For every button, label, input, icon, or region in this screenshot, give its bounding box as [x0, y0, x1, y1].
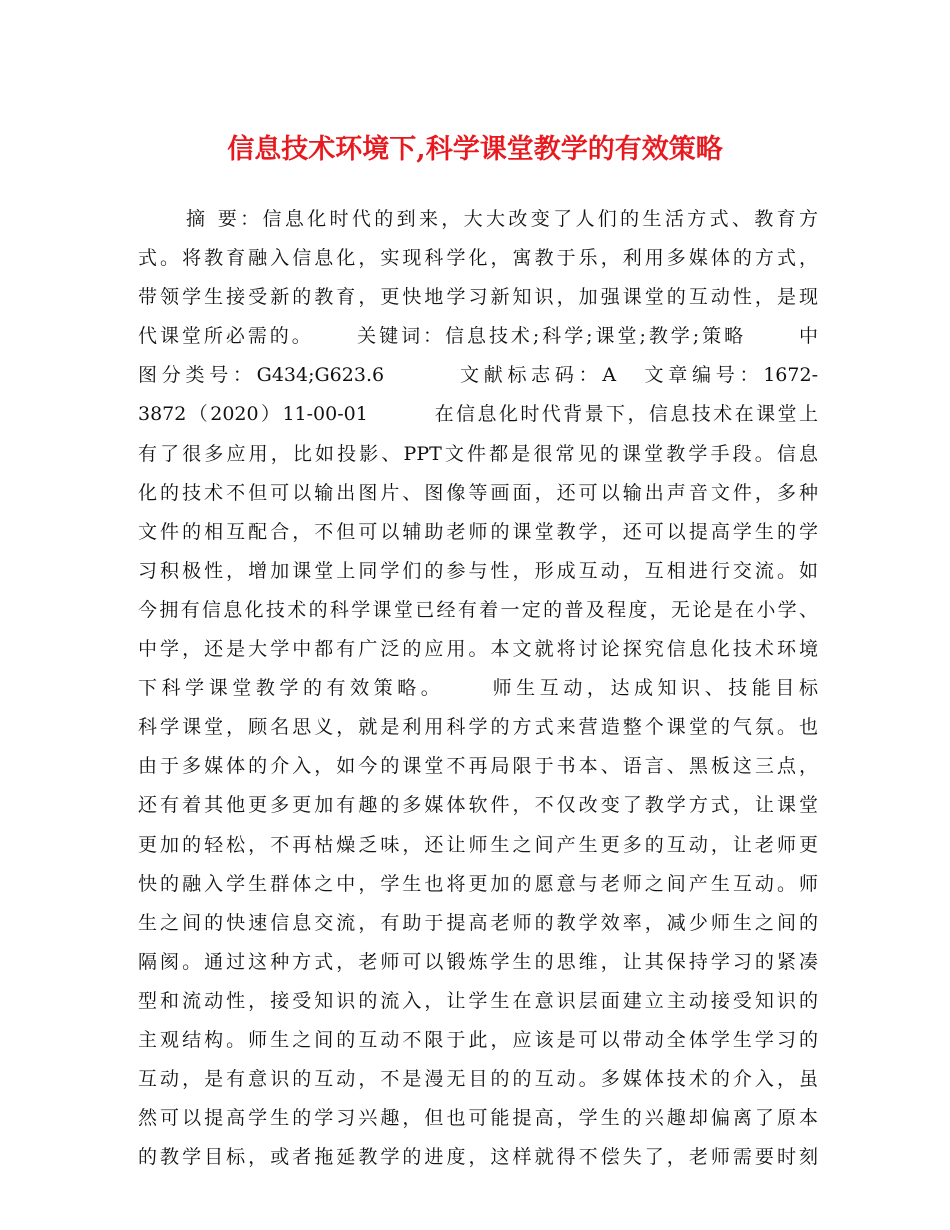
body-line: 习积极性，增加课堂上同学们的参与性，形成互动，互相进行交流。如 — [138, 559, 818, 582]
body-line: 然可以提高学生的学习兴趣，但也可能提高，学生的兴趣却偏离了原本 — [138, 1107, 818, 1130]
body-line: 下科学课堂教学的有效策略。 师生互动，达成知识、技能目标 — [138, 677, 818, 700]
body-line: 带领学生接受新的教育，更快地学习新知识，加强课堂的互动性，是现 — [138, 286, 818, 309]
body-line: 快的融入学生群体之中，学生也将更加的愿意与老师之间产生互动。师 — [138, 872, 818, 895]
document-body — [138, 200, 818, 1177]
body-line: 图分类号：G434;G623.6 文献标志码：A 文章编号：1672- — [138, 364, 818, 387]
body-line: 由于多媒体的介入，如今的课堂不再局限于书本、语言、黑板这三点， — [138, 755, 818, 778]
body-line: 型和流动性，接受知识的流入，让学生在意识层面建立主动接受知识的 — [138, 989, 818, 1012]
body-line: 有了很多应用，比如投影、PPT文件都是很常见的课堂教学手段。信息 — [138, 442, 818, 465]
body-line: 的教学目标，或者拖延教学的进度，这样就得不偿失了，老师需要时刻 — [138, 1146, 818, 1169]
body-line: 还有着其他更多更加有趣的多媒体软件，不仅改变了教学方式，让课堂 — [138, 794, 818, 817]
body-line: 今拥有信息化技术的科学课堂已经有着一定的普及程度，无论是在小学、 — [138, 598, 818, 621]
body-line: 隔阂。通过这种方式，老师可以锻炼学生的思维，让其保持学习的紧凑 — [138, 950, 818, 973]
body-line: 互动，是有意识的互动，不是漫无目的的互动。多媒体技术的介入，虽 — [138, 1068, 818, 1091]
body-line: 科学课堂，顾名思义，就是利用科学的方式来营造整个课堂的气氛。也 — [138, 716, 818, 739]
body-line: 中学，还是大学中都有广泛的应用。本文就将讨论探究信息化技术环境 — [138, 638, 818, 661]
document-title: 信息技术环境下,科学课堂教学的有效策略 — [227, 134, 723, 165]
body-line: 更加的轻松，不再枯燥乏味，还让师生之间产生更多的互动，让老师更 — [138, 833, 818, 856]
body-line: 3872（2020）11-00-01 在信息化时代背景下，信息技术在课堂上 — [138, 403, 818, 426]
body-line: 生之间的快速信息交流，有助于提高老师的教学效率，减少师生之间的 — [138, 911, 818, 934]
body-line: 摘 要：信息化时代的到来，大大改变了人们的生活方式、教育方 — [186, 208, 818, 230]
body-line: 文件的相互配合，不但可以辅助老师的课堂教学，还可以提高学生的学 — [138, 520, 818, 543]
body-line: 化的技术不但可以输出图片、图像等画面，还可以输出声音文件，多种 — [138, 481, 818, 504]
body-line: 主观结构。师生之间的互动不限于此，应该是可以带动全体学生学习的 — [138, 1028, 818, 1051]
body-line: 代课堂所必需的。 关键词：信息技术;科学;课堂;教学;策略 中 — [138, 325, 818, 348]
body-line: 式。将教育融入信息化，实现科学化，寓教于乐，利用多媒体的方式， — [138, 247, 818, 270]
